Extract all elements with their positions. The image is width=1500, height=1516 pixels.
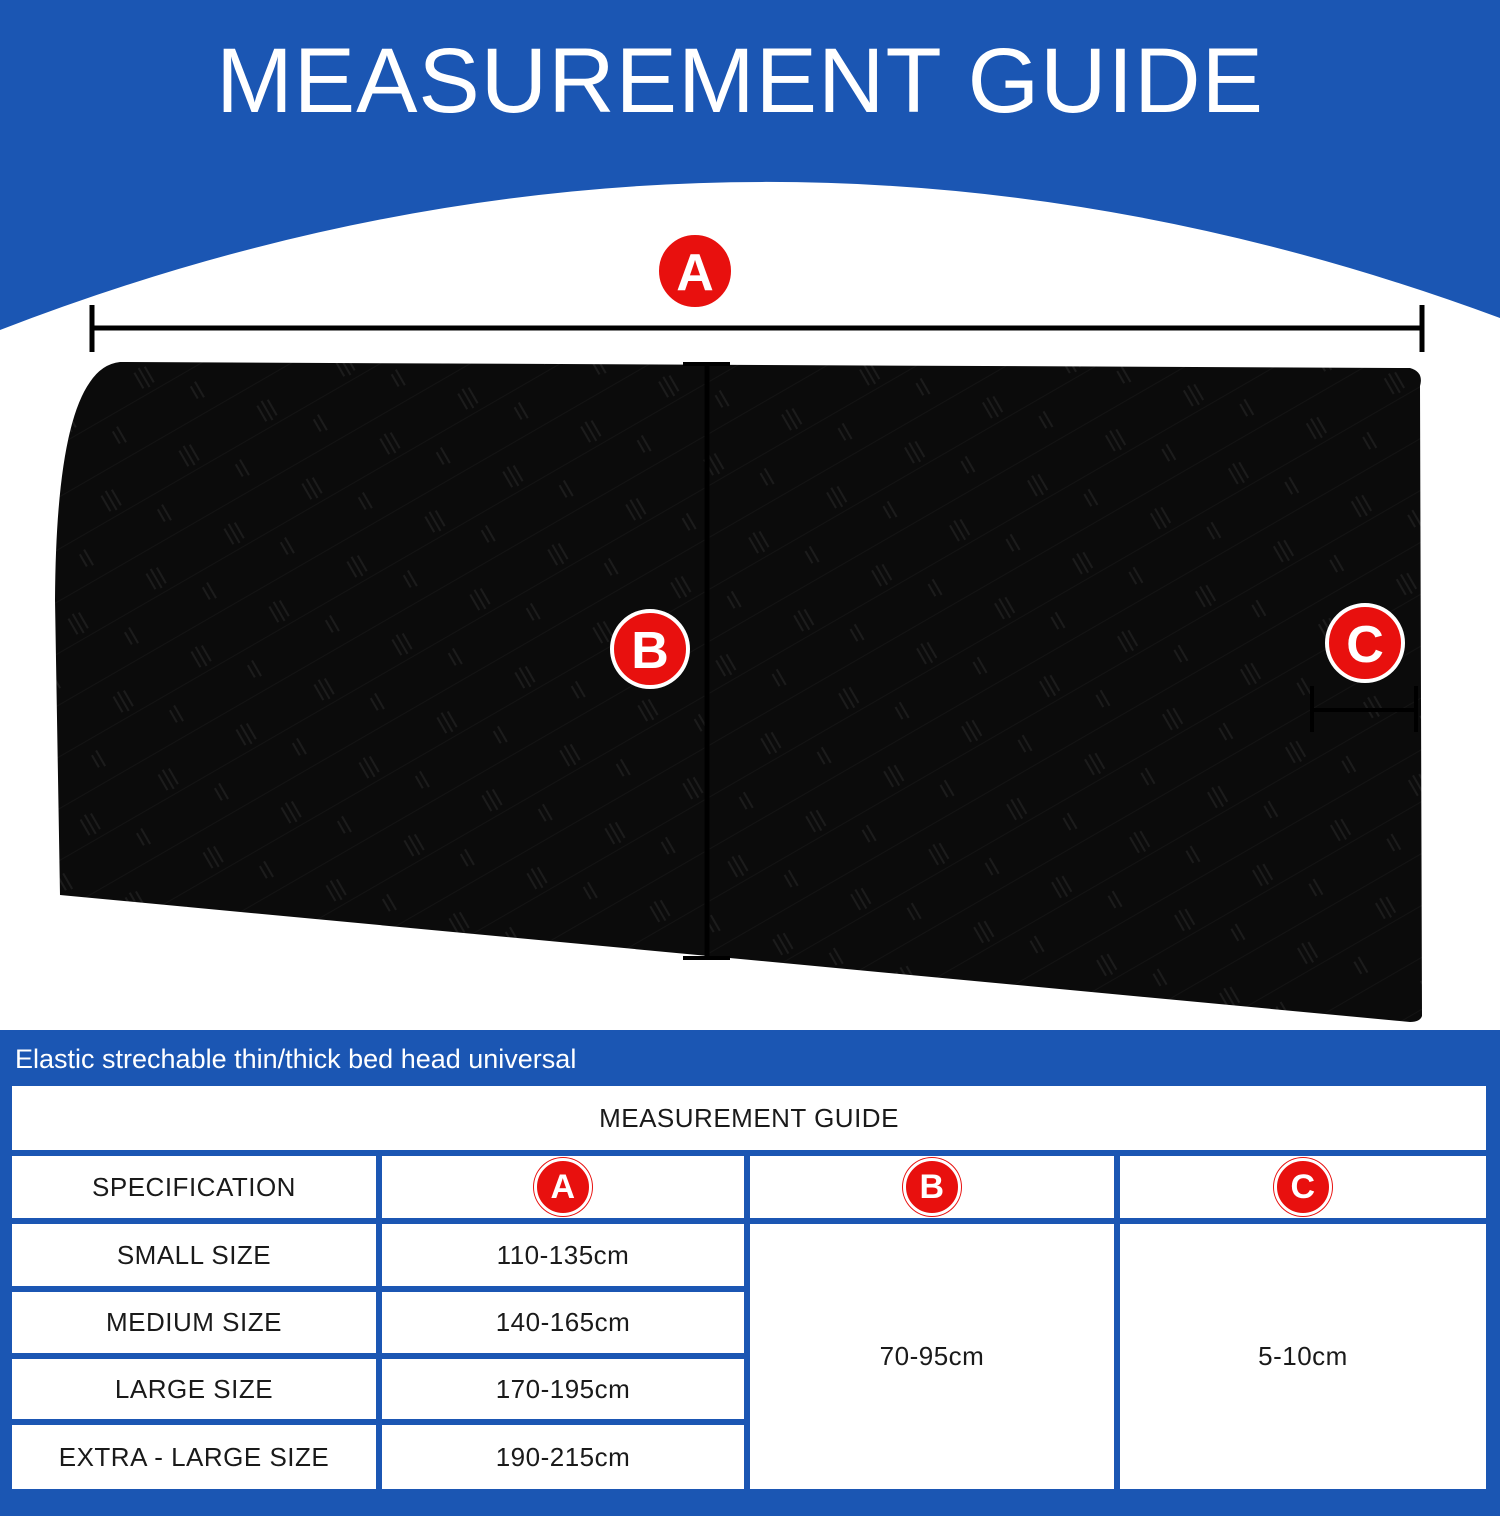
- badge-a: [657, 233, 733, 309]
- svg-text:A: A: [676, 244, 714, 302]
- header-a: [382, 1156, 744, 1218]
- header-c: [1120, 1156, 1486, 1218]
- size-chart-caption: Elastic strechable thin/thick bed head universal: [15, 1044, 577, 1074]
- row-small-size-a: 110-135cm: [382, 1224, 744, 1286]
- row-extra-large-size-a: 190-215cm: [382, 1425, 744, 1489]
- header-specification: SPECIFICATION: [12, 1156, 376, 1218]
- page-title: MEASUREMENT GUIDE: [216, 30, 1264, 132]
- size-chart-section: [0, 1030, 1500, 1500]
- badge-b-small: B: [903, 1158, 961, 1216]
- badge-a-small: A: [534, 1158, 592, 1216]
- size-chart-table: [12, 1086, 1488, 1516]
- row-small-size-label: SMALL SIZE: [12, 1224, 376, 1286]
- svg-text:B: B: [631, 622, 669, 680]
- b-value-merged: 70-95cm: [750, 1224, 1114, 1489]
- badge-b: [612, 611, 688, 687]
- row-large-size-label: LARGE SIZE: [12, 1359, 376, 1419]
- row-medium-size-a: 140-165cm: [382, 1292, 744, 1353]
- header-b: [750, 1156, 1114, 1218]
- row-extra-large-size-label: EXTRA - LARGE SIZE: [12, 1425, 376, 1489]
- badge-c: [1327, 605, 1403, 681]
- row-medium-size-label: MEDIUM SIZE: [12, 1292, 376, 1353]
- svg-text:C: C: [1346, 616, 1384, 674]
- badge-c-small: C: [1274, 1158, 1332, 1216]
- c-value-merged: 5-10cm: [1120, 1224, 1486, 1489]
- row-large-size-a: 170-195cm: [382, 1359, 744, 1419]
- table-title: MEASUREMENT GUIDE: [12, 1086, 1486, 1150]
